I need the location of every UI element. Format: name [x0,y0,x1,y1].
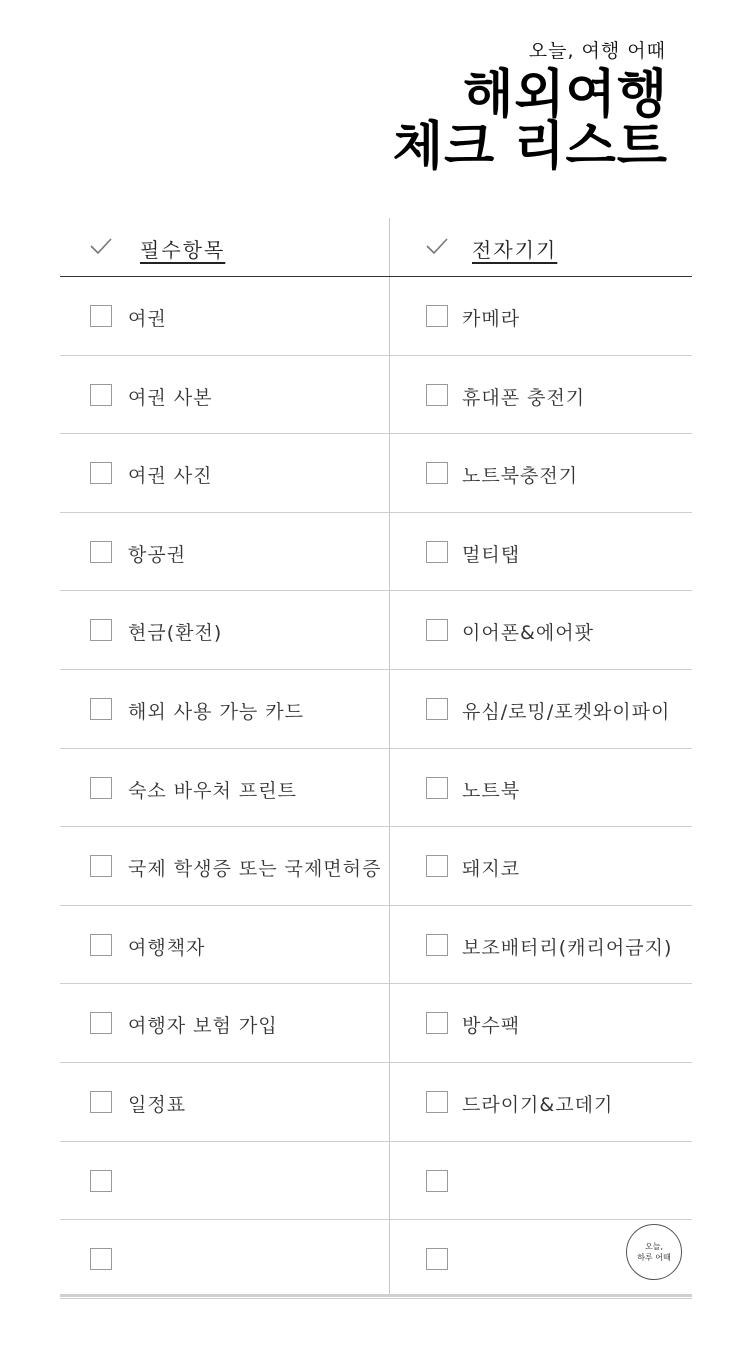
checklist-item-label: 돼지코 [462,858,521,881]
checkbox-icon[interactable] [90,384,112,406]
checklist-row [60,591,390,670]
checklist-row [390,1142,692,1221]
checklist-item-label: 국제 학생증 또는 국제면허증 [128,858,382,881]
checkmark-icon [90,238,112,254]
stamp-line-1: 오늘, [645,1242,663,1251]
checkbox-icon[interactable] [426,777,448,799]
checklist-item-label: 여권 사진 [128,465,213,488]
checklist-item-label: 유심/로밍/포켓와이파이 [462,700,671,723]
title-line-1: 해외여행 [463,65,668,125]
checklist-sheet [60,218,692,1297]
checklist-row [390,984,692,1063]
checkbox-icon[interactable] [90,619,112,641]
checklist-row [60,827,390,906]
checklist-item-label: 항공권 [128,543,187,566]
subtitle: 오늘, 여행 어때 [528,40,666,62]
page-title [392,65,668,177]
checklist-row [390,1063,692,1142]
stamp-line-2: 하루 어때 [637,1253,671,1262]
checkbox-icon[interactable] [426,305,448,327]
column-heading [390,218,692,277]
checklist-rows [390,277,692,1299]
checkbox-icon[interactable] [426,462,448,484]
checklist-item-label: 해외 사용 가능 카드 [128,700,304,723]
checklist-row [60,749,390,828]
checkbox-icon[interactable] [90,1012,112,1034]
checklist-row [390,749,692,828]
checklist-row [390,591,692,670]
checkbox-icon[interactable] [426,1248,448,1270]
checklist-item-label: 멀티탭 [462,543,521,566]
header [392,36,668,177]
checkbox-icon[interactable] [90,1170,112,1192]
checklist-item-label: 휴대폰 충전기 [462,386,586,409]
checklist-item-label: 카메라 [462,308,521,330]
checklist-item-label: 일정표 [128,1093,187,1116]
checklist-item-label: 노트북충전기 [462,465,579,488]
checkbox-icon[interactable] [90,777,112,799]
checklist-item-label: 숙소 바우처 프린트 [128,779,297,802]
checkbox-icon[interactable] [426,619,448,641]
checkbox-icon[interactable] [426,384,448,406]
checkbox-icon[interactable] [426,698,448,720]
checkbox-icon[interactable] [426,1170,448,1192]
checklist-item-label: 방수팩 [462,1015,521,1038]
checklist-row [60,1142,390,1221]
checkbox-icon[interactable] [426,541,448,563]
checklist-row [60,1220,390,1299]
checklist-row [390,513,692,592]
checklist-row [60,1063,390,1142]
brand-stamp [626,1224,682,1280]
title-line-2: 체크 리스트 [392,117,668,177]
checklist-row [390,356,692,435]
checklist-row [390,670,692,749]
checkbox-icon[interactable] [90,934,112,956]
checkbox-icon[interactable] [90,1091,112,1113]
checklist-row [390,277,692,356]
column-electronics [390,218,692,1299]
checkbox-icon[interactable] [426,1091,448,1113]
column-heading [60,218,390,277]
checklist-row [60,356,390,435]
column-heading-label: 필수항목 [140,238,226,262]
checklist-row [390,906,692,985]
checklist-row [60,670,390,749]
checkbox-icon[interactable] [90,541,112,563]
column-essentials [60,218,390,1299]
checklist-row [60,277,390,356]
checklist-rows [60,277,390,1299]
checkbox-icon[interactable] [426,855,448,877]
checkbox-icon[interactable] [90,855,112,877]
checkbox-icon[interactable] [426,1012,448,1034]
checklist-item-label: 보조배터리(캐리어금지) [462,936,673,959]
checkbox-icon[interactable] [90,1248,112,1270]
column-heading-label: 전자기기 [472,238,558,262]
checkbox-icon[interactable] [90,305,112,327]
checklist-item-label: 여행책자 [128,936,206,959]
checklist-item-label: 드라이기&고데기 [462,1093,614,1116]
checklist-row [60,513,390,592]
checklist-item-label: 여권 [128,308,167,330]
checkmark-icon [426,238,448,254]
checklist-row [60,906,390,985]
checklist-item-label: 노트북 [462,779,521,802]
checklist-row [60,984,390,1063]
checklist-row [390,434,692,513]
checkbox-icon[interactable] [90,698,112,720]
checkbox-icon[interactable] [90,462,112,484]
checklist-item-label: 여행자 보험 가입 [128,1015,278,1038]
checklist-row [60,434,390,513]
checkbox-icon[interactable] [426,934,448,956]
checklist-row [390,827,692,906]
checklist-item-label: 이어폰&에어팟 [462,622,594,645]
checklist-item-label: 현금(환전) [128,622,223,645]
checklist-item-label: 여권 사본 [128,386,213,409]
